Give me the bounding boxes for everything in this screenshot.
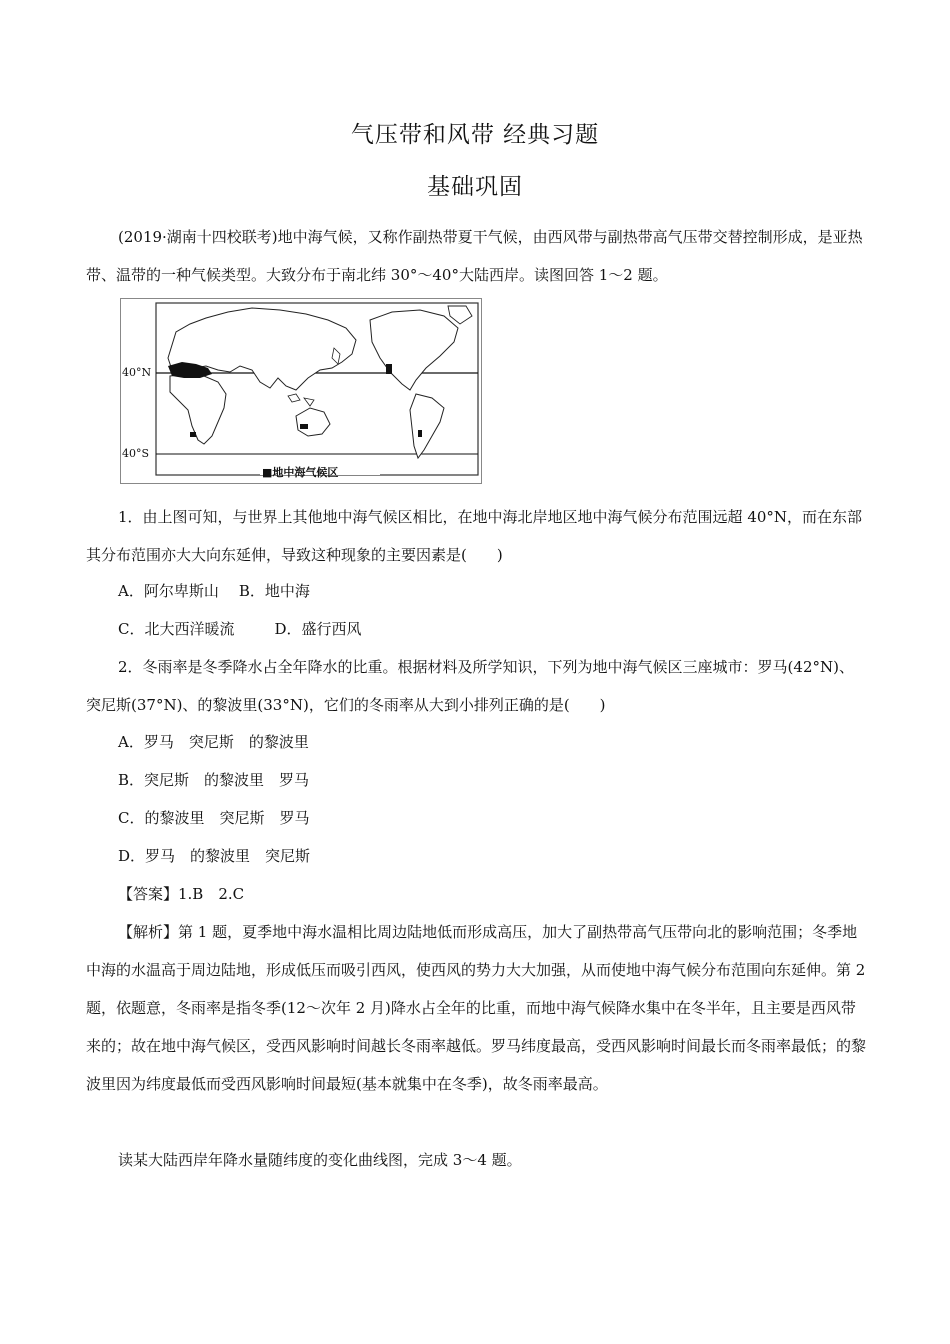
intro-paragraph: (2019·湖南十四校联考)地中海气候，又称作副热带夏干气候，由西风带与副热带高气压带交替控制形成，是亚热带、温带的一种气候类型。大致分布于南北纬 30°～40°大陆西岸。读图回答 1～2 题。	[86, 228, 863, 284]
next-section-intro: 读某大陆西岸年降水量随纬度的变化曲线图，完成 3～4 题。	[118, 1151, 522, 1169]
question-1-options-cd	[118, 619, 362, 639]
q1-option-d: D．盛行西风	[274, 620, 362, 638]
q1-option-c: C．北大西洋暖流	[118, 620, 235, 638]
world-map-svg	[120, 298, 482, 484]
question-1-stem: 1．由上图可知，与世界上其他地中海气候区相比，在地中海北岸地区地中海气候分布范围远超 40°N，而在东部其分布范围亦大大向东延伸，导致这种现象的主要因素是( )	[86, 508, 863, 564]
map-legend: ■地中海气候区	[262, 466, 339, 479]
q2-option-b: B．突尼斯 的黎波里 罗马	[118, 771, 310, 789]
q2-option-d: D．罗马 的黎波里 突尼斯	[118, 847, 311, 865]
document-title: 气压带和风带 经典习题	[350, 122, 600, 148]
q1-option-b: B．地中海	[238, 582, 310, 600]
q2-option-c: C．的黎波里 突尼斯 罗马	[118, 809, 310, 827]
q1-option-a: A．阿尔卑斯山	[118, 582, 219, 600]
question-2-stem: 2．冬雨率是冬季降水占全年降水的比重。根据材料及所学知识，下列为地中海气候区三座城市：罗马(42°N)、突尼斯(37°N)、的黎波里(33°N)，它们的冬雨率从大到小排列正确的是( )	[86, 658, 854, 714]
question-1-options-ab	[118, 581, 310, 601]
world-map-figure	[120, 298, 482, 484]
map-label-40n: 40°N	[122, 366, 152, 379]
q2-option-a: A．罗马 突尼斯 的黎波里	[118, 733, 309, 751]
analysis-paragraph: 【解析】第 1 题，夏季地中海水温相比周边陆地低而形成高压，加大了副热带高气压带向北的影响范围；冬季地中海的水温高于周边陆地，形成低压而吸引西风，使西风的势力大大加强，从而使地中海气候分布范围向东延伸。第 2 题，依题意，冬雨率是指冬季(12～次年 2 月)降水占全年的比重，而地中海气候降水集中在冬半年，且主要是西风带来的；故在地中海气候区，受西风影响时间越长冬雨率越低。罗马纬度最高，受西风影响时间最长而冬雨率最低；的黎波里因为纬度最低而受西风影响时间最短(基本就集中在冬季)，故冬雨率最高。	[86, 923, 867, 1093]
section-title: 基础巩固	[427, 174, 523, 200]
map-label-40s: 40°S	[122, 447, 150, 460]
answer-line: 【答案】1.B 2.C	[118, 885, 245, 903]
